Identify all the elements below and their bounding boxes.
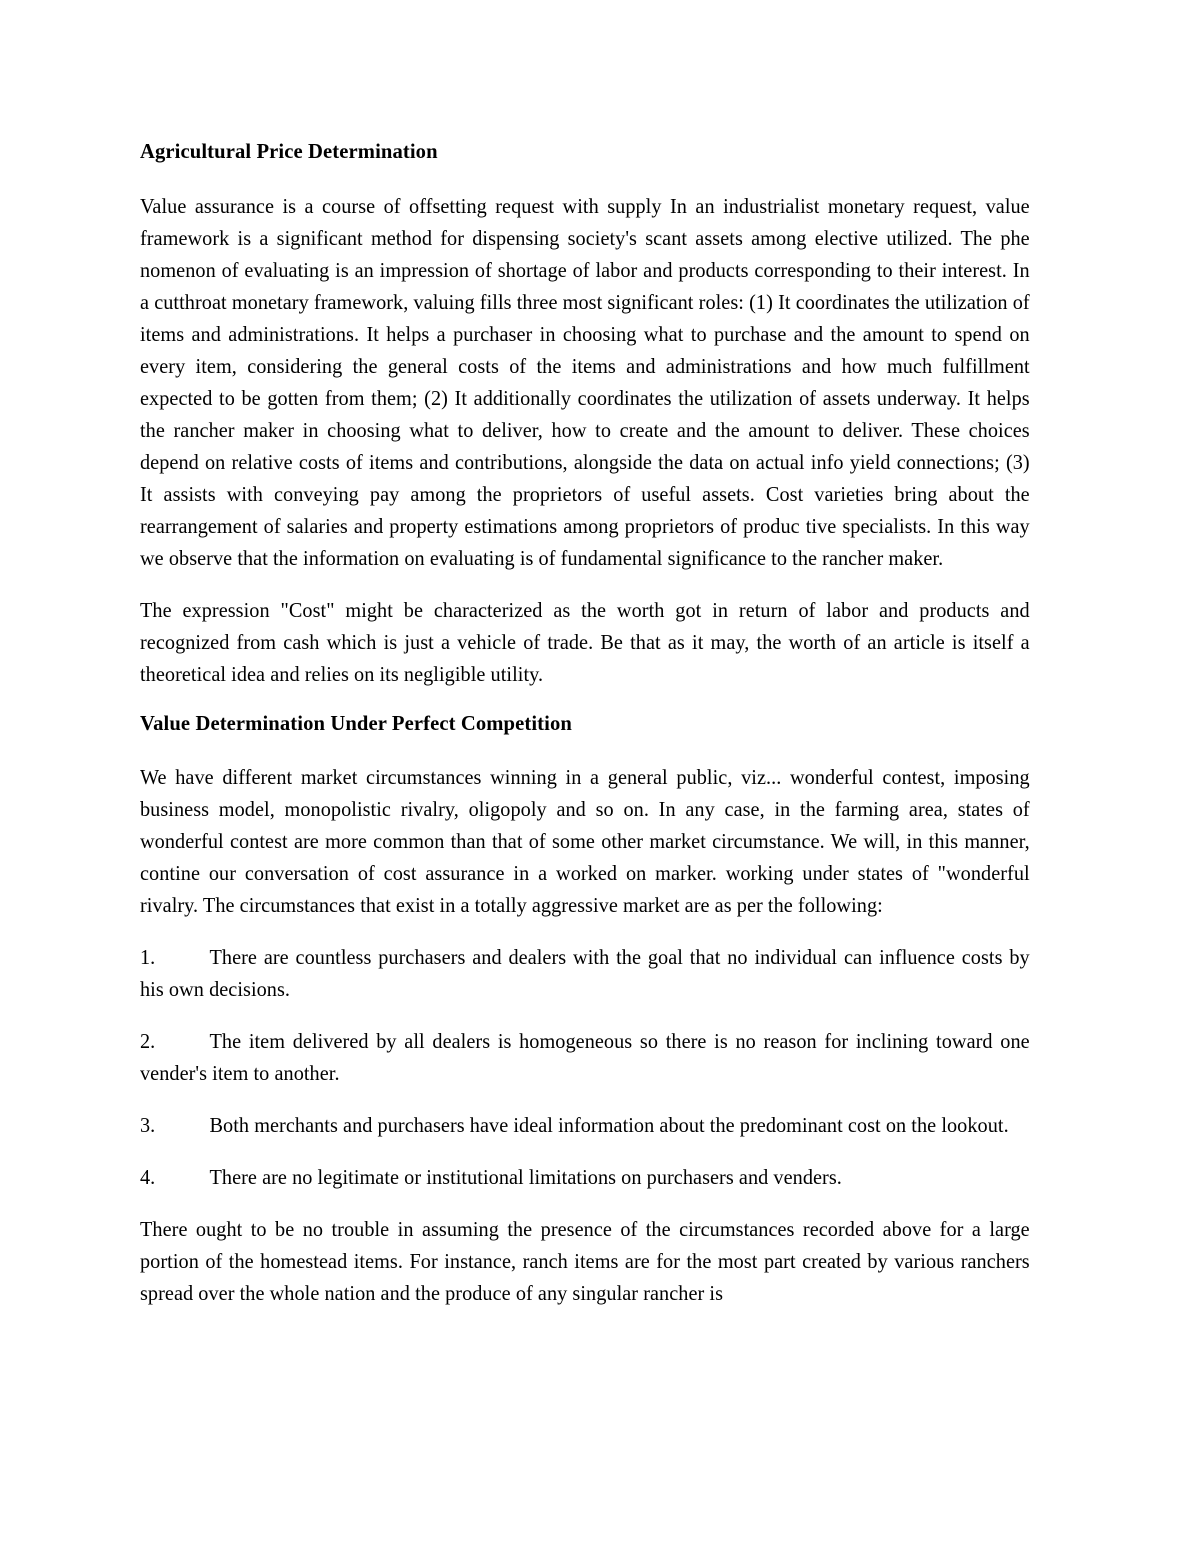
list-item-4 <box>140 1161 1030 1193</box>
list-item-2-text: The item delivered by all dealers is homogeneous so there is no reason for inclining toward one vender's item to another. <box>140 1029 1030 1085</box>
list-item-3-number: 3. <box>140 1113 156 1137</box>
list-item-3-text: Both merchants and purchasers have ideal information about the predominant cost on the lookout. <box>209 1113 1009 1137</box>
paragraph-cost-definition: The expression "Cost" might be characterized as the worth got in return of labor and products and recognized from cash which is just a vehicle of trade. Be that as it may, the worth of an article is itself a theoretical idea and relies on its negligible utility. <box>140 598 1030 686</box>
list-item-2-number: 2. <box>140 1029 156 1053</box>
list-item-4-number: 4. <box>140 1165 156 1189</box>
list-item-2 <box>140 1025 1030 1089</box>
list-item-4-text: There are no legitimate or institutional limitations on purchasers and venders. <box>209 1165 842 1189</box>
list-item-3 <box>140 1109 1030 1141</box>
list-item-1-text: There are countless purchasers and dealers with the goal that no individual can influence costs by his own decisions. <box>140 945 1030 1001</box>
list-item-1 <box>140 941 1030 1005</box>
paragraph-price-assurance: Value assurance is a course of offsetting request with supply In an industrialist monetary request, value framework is a significant method for dispensing society's scant assets among elective utilized. The phe nomenon of evaluating is an impression of shortage of labor and products corresponding to their interest. In a cutthroat monetary framework, valuing fills three most significant roles: (1) It coordinates the utilization of items and administrations. It helps a purchaser in choosing what to purchase and the amount to spend on every item, considering the general costs of the items and administrations and how much fulfillment expected to be gotten from them; (2) It additionally coordinates the utilization of assets underway. It helps the rancher maker in choosing what to deliver, how to create and the amount to deliver. These choices depend on relative costs of items and contributions, alongside the data on actual info yield connections; (3) It assists with conveying pay among the proprietors of useful assets. Cost varieties bring about the rearrangement of salaries and property estimations among proprietors of produc tive specialists. In this way we observe that the information on evaluating is of fundamental significance to the rancher maker. <box>140 194 1030 570</box>
paragraph-market-circumstances: We have different market circumstances winning in a general public, viz... wonderful contest, imposing business model, monopolistic rivalry, oligopoly and so on. In any case, in the farming area, states of wonderful contest are more common than that of some other market circumstance. We will, in this manner, contine our conversation of cost assurance in a worked on marker. working under states of "wonderful rivalry. The circumstances that exist in a totally aggressive market are as per the following: <box>140 765 1030 917</box>
heading-agricultural-price-determination: Agricultural Price Determination <box>140 139 438 163</box>
list-item-1-number: 1. <box>140 945 156 969</box>
document-body <box>140 138 1062 1309</box>
heading-value-determination-under-perfect-competition: Value Determination Under Perfect Competition <box>140 711 572 735</box>
paragraph-homestead-items: There ought to be no trouble in assuming the presence of the circumstances recorded above for a large portion of the homestead items. For instance, ranch items are for the most part created by various ranchers spread over the whole nation and the produce of any singular rancher is <box>140 1217 1030 1305</box>
